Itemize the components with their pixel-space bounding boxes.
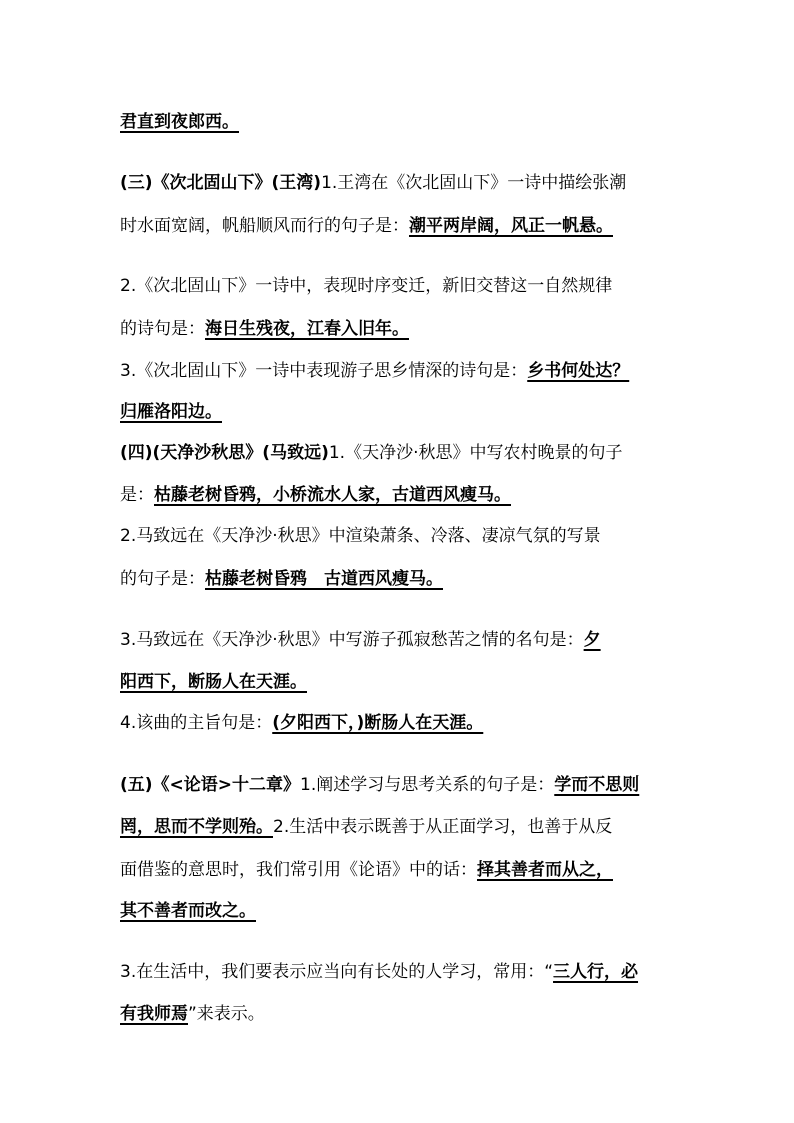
- question-text: 的句子是：: [120, 569, 205, 589]
- text-line: [120, 961, 680, 983]
- answer-text: 阳西下，断肠人在天涯。: [120, 672, 307, 692]
- text-line: [120, 900, 680, 922]
- text-line: [120, 859, 680, 881]
- answer-text: (夕阳西下，)断肠人在天涯。: [272, 713, 484, 733]
- question-text: 是：: [120, 485, 154, 505]
- text-line: [120, 111, 680, 133]
- question-text: 的诗句是：: [120, 319, 205, 339]
- answer-text: 择其善者而从之，: [477, 860, 613, 880]
- question-text: 1.王湾在《次北固山下》一诗中描绘张潮: [321, 173, 627, 193]
- answer-text: 君直到夜郎西。: [120, 112, 239, 132]
- answer-text: 其不善者而改之。: [120, 901, 256, 921]
- question-text: 2.《次北固山下》一诗中，表现时序变迁，新旧交替这一自然规律: [120, 276, 613, 296]
- text-line: [120, 215, 680, 237]
- answer-text: 枯藤老树昏鸦 古道西风瘦马。: [205, 569, 443, 589]
- text-line: [120, 568, 680, 590]
- answer-text: 潮平两岸阔，风正一帆悬。: [409, 216, 613, 236]
- section-heading: (五)《<论语>十二章》: [120, 775, 301, 795]
- answer-text: 罔，思而不学则殆。: [120, 817, 273, 837]
- text-line: [120, 172, 680, 194]
- text-line: [120, 525, 680, 547]
- question-text: 3.《次北固山下》一诗中表现游子思乡情深的诗句是：: [120, 361, 528, 381]
- answer-text: 归雁洛阳边。: [120, 402, 222, 422]
- question-text: 面借鉴的意思时，我们常引用《论语》中的话：: [120, 860, 477, 880]
- text-line: [120, 774, 680, 796]
- text-line: [120, 712, 680, 734]
- text-line: [120, 484, 680, 506]
- text-line: [120, 442, 680, 464]
- text-line: [120, 275, 680, 297]
- text-line: [120, 629, 680, 651]
- section-heading: (三)《次北固山下》(王湾): [120, 173, 322, 193]
- answer-text: 乡书何处达？: [527, 361, 630, 381]
- text-line: [120, 401, 680, 423]
- answer-text: 有我师焉: [120, 1004, 188, 1024]
- answer-text: 海日生残夜，江春入旧年。: [205, 319, 409, 339]
- answer-text: 夕: [583, 630, 601, 650]
- question-text: ”来表示。: [188, 1004, 265, 1024]
- answer-text: 学而不思则: [554, 775, 640, 795]
- question-text: 时水面宽阔，帆船顺风而行的句子是：: [120, 216, 409, 236]
- text-line: [120, 318, 680, 340]
- question-text: 2.马致远在《天净沙·秋思》中渲染萧条、冷落、凄凉气氛的写景: [120, 526, 601, 546]
- question-text: 4.该曲的主旨句是：: [120, 713, 273, 733]
- question-text: 3.马致远在《天净沙·秋思》中写游子孤寂愁苦之情的名句是：: [120, 630, 584, 650]
- question-text: 1.《天净沙·秋思》中写农村晚景的句子: [328, 443, 623, 463]
- text-line: [120, 1003, 680, 1025]
- answer-text: 三人行，必: [553, 962, 639, 982]
- question-text: 1.阐述学习与思考关系的句子是：: [300, 775, 555, 795]
- text-line: [120, 671, 680, 693]
- text-line: [120, 360, 680, 382]
- question-text: 2.生活中表示既善于从正面学习，也善于从反: [273, 817, 613, 837]
- section-heading: (四)(天净沙秋思》(马致远): [120, 443, 329, 463]
- text-line: [120, 816, 680, 838]
- answer-text: 枯藤老树昏鸦，小桥流水人家，古道西风瘦马。: [154, 485, 511, 505]
- question-text: 3.在生活中，我们要表示应当向有长处的人学习，常用：“: [120, 962, 554, 982]
